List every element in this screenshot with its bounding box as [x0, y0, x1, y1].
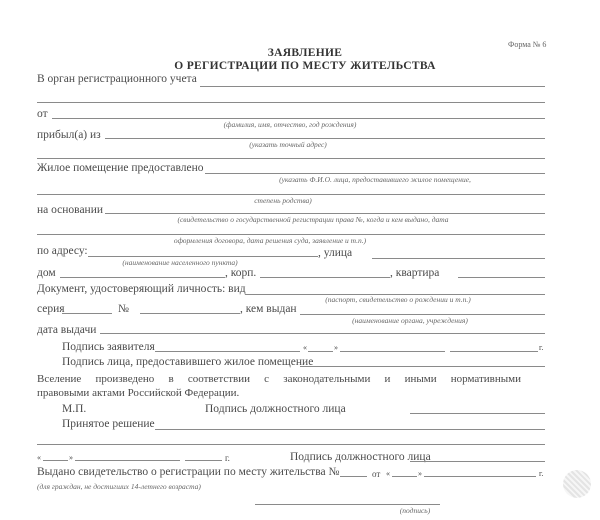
document-title: ЗАЯВЛЕНИЕ	[267, 47, 343, 59]
issue-date-label: дата выдачи	[37, 324, 97, 336]
housing-hint: (указать Ф.И.О. лица, предоставившего жилое помещение,	[279, 175, 471, 184]
from-label: от	[37, 108, 48, 120]
watermark-logo	[563, 470, 591, 498]
series-field[interactable]	[62, 313, 112, 314]
organ-field[interactable]	[200, 86, 545, 87]
locality-field[interactable]	[88, 256, 318, 257]
decision-day-field[interactable]	[43, 460, 68, 461]
official-signature-label: Подпись должностного лица	[205, 403, 346, 415]
basis-label: на основании	[37, 204, 104, 216]
decision-month-field[interactable]	[75, 460, 180, 461]
provider-signature-label: Подпись лица, предоставившего жилое помещение	[62, 356, 314, 368]
certificate-date-field[interactable]	[424, 476, 536, 477]
from-hint: (фамилия, имя, отчество, год рождения)	[223, 120, 357, 129]
decision-year-suffix: г.	[225, 453, 230, 463]
decision-label: Принятое решение	[62, 418, 155, 430]
settlement-text-line2: правовыми актами Российской Федерации.	[37, 387, 240, 399]
certificate-hint: (для граждан, не достигших 14-летнего возраста)	[37, 482, 201, 491]
series-label: серия	[37, 303, 65, 315]
certificate-day-field[interactable]	[392, 476, 417, 477]
certificate-year-suffix: г.	[539, 469, 544, 478]
certificate-label: Выдано свидетельство о регистрации по месту жительства №	[37, 466, 340, 478]
number-field[interactable]	[140, 313, 240, 314]
id-doc-label: Документ, удостоверяющий личность: вид	[37, 283, 246, 295]
id-doc-hint: (паспорт, свидетельство о рождении и т.п.)	[325, 295, 471, 304]
official-signature2-label: Подпись должностного лица	[290, 451, 431, 463]
certificate-number-field[interactable]	[340, 476, 367, 477]
building-label: , корп.	[225, 267, 257, 279]
basis-field[interactable]	[105, 213, 545, 214]
document-subtitle: О РЕГИСТРАЦИИ ПО МЕСТУ ЖИТЕЛЬСТВА	[174, 60, 436, 72]
decision-quote-close: »	[69, 453, 73, 462]
applicant-signature-field[interactable]	[155, 351, 300, 352]
applicant-day-field[interactable]	[308, 351, 333, 352]
street-label: , улица	[318, 247, 353, 259]
arrived-field[interactable]	[105, 138, 545, 139]
certificate-from-label: от	[372, 469, 381, 479]
house-field[interactable]	[60, 277, 225, 278]
decision-field-line2[interactable]	[37, 444, 545, 445]
address-label: по адресу:	[37, 245, 88, 257]
decision-year-field[interactable]	[185, 460, 222, 461]
issued-by-field[interactable]	[300, 314, 545, 315]
apartment-label: , квартира	[390, 267, 440, 279]
form-number: Форма № 6	[508, 40, 547, 49]
street-field[interactable]	[372, 258, 545, 259]
organ-label: В орган регистрационного учета	[37, 73, 197, 85]
official-signature2-field[interactable]	[410, 461, 545, 462]
housing-label: Жилое помещение предоставлено	[37, 162, 204, 174]
settlement-text-line1: Вселение произведено в соответствии с законодательными и иными нормативными	[37, 373, 521, 385]
signature-hint: (подпись)	[399, 506, 431, 515]
provider-signature-field[interactable]	[300, 366, 545, 367]
applicant-year-field[interactable]	[450, 351, 538, 352]
official-signature-field[interactable]	[410, 413, 545, 414]
from-field[interactable]	[52, 118, 545, 119]
stamp-label: М.П.	[62, 403, 87, 415]
arrived-field-line2[interactable]	[37, 158, 545, 159]
decision-quote-open: «	[37, 453, 41, 462]
issue-date-field[interactable]	[100, 333, 545, 334]
organ-field-line2[interactable]	[37, 102, 545, 103]
number-label: №	[118, 303, 129, 315]
building-field[interactable]	[260, 277, 390, 278]
certificate-quote-open: «	[386, 469, 390, 478]
apartment-field[interactable]	[458, 277, 545, 278]
basis-hint: (свидетельство о государственной регистрации права №, когда и кем выдано, дата	[177, 215, 449, 224]
housing-hint2: степень родства)	[254, 196, 312, 205]
quote-close: »	[334, 343, 338, 352]
applicant-signature-label: Подпись заявителя	[62, 341, 155, 353]
arrived-hint: (указать точный адрес)	[249, 140, 327, 149]
address-hint: (наименование населенного пункта)	[122, 258, 238, 267]
housing-field[interactable]	[205, 173, 545, 174]
signature-field[interactable]	[255, 504, 440, 505]
basis-field-line2[interactable]	[37, 234, 545, 235]
certificate-quote-close: »	[418, 469, 422, 478]
arrived-label: прибыл(а) из	[37, 129, 101, 141]
decision-field[interactable]	[155, 429, 545, 430]
quote-open: «	[303, 343, 307, 352]
issued-by-hint: (наименование органа, учреждения)	[352, 316, 468, 325]
year-suffix: г.	[539, 343, 544, 352]
issued-by-label: , кем выдан	[240, 303, 297, 315]
basis-hint2: оформления договора, дата решения суда, заявление и т.п.)	[173, 236, 367, 245]
applicant-month-field[interactable]	[340, 351, 445, 352]
house-label: дом	[37, 267, 56, 279]
housing-field-line2[interactable]	[37, 194, 545, 195]
